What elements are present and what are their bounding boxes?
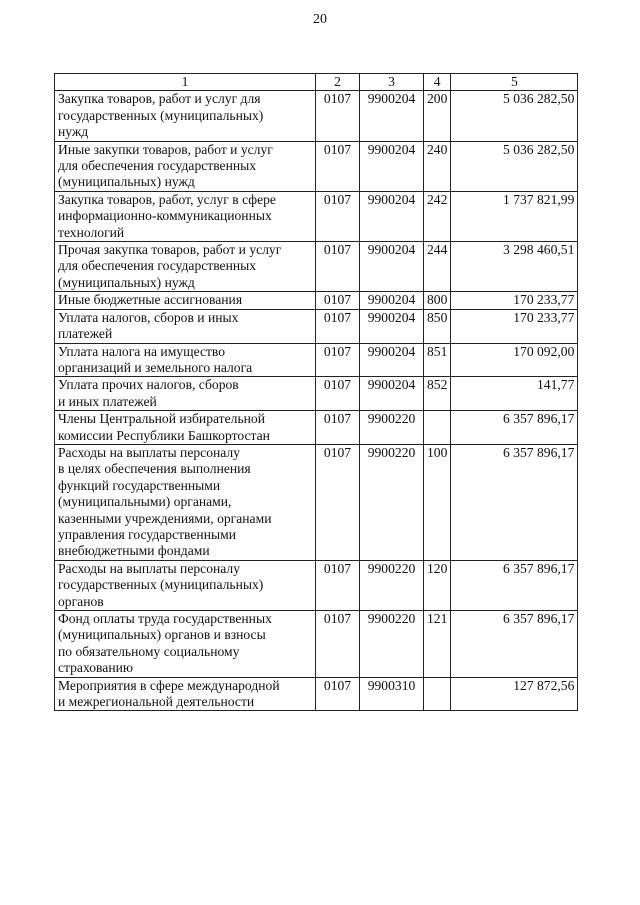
- row-article: 9900204: [360, 343, 424, 377]
- row-section: 0107: [316, 560, 360, 610]
- row-type: 120: [424, 560, 451, 610]
- row-article: 9900204: [360, 292, 424, 309]
- row-amount: 127 872,56: [451, 677, 578, 711]
- row-section: 0107: [316, 141, 360, 191]
- table-row: [55, 292, 578, 309]
- table-row: [55, 411, 578, 445]
- column-header: 5: [451, 74, 578, 91]
- row-type: 242: [424, 191, 451, 241]
- row-type: 100: [424, 444, 451, 560]
- row-section: 0107: [316, 91, 360, 141]
- row-article: 9900204: [360, 141, 424, 191]
- table-row: [55, 444, 578, 560]
- row-amount: 1 737 821,99: [451, 191, 578, 241]
- row-name: Члены Центральной избирательной комиссии Республики Башкортостан: [55, 411, 316, 445]
- row-article: 9900220: [360, 411, 424, 445]
- row-article: 9900220: [360, 444, 424, 560]
- table-row: [55, 141, 578, 191]
- row-name: Иные закупки товаров, работ и услуг для обеспечения государственных (муниципальных) нужд: [55, 141, 316, 191]
- row-name: Иные бюджетные ассигнования: [55, 292, 316, 309]
- row-type: 852: [424, 377, 451, 411]
- row-name: Закупка товаров, работ, услуг в сфере информационно-коммуникационных технологий: [55, 191, 316, 241]
- column-header: 3: [360, 74, 424, 91]
- table-row: [55, 191, 578, 241]
- row-amount: 6 357 896,17: [451, 411, 578, 445]
- row-amount: 170 233,77: [451, 309, 578, 343]
- row-name: Расходы на выплаты персоналу государственных (муниципальных) органов: [55, 560, 316, 610]
- row-name: Мероприятия в сфере международной и межрегиональной деятельности: [55, 677, 316, 711]
- row-type: [424, 411, 451, 445]
- row-type: 244: [424, 242, 451, 292]
- row-type: 240: [424, 141, 451, 191]
- row-name: Прочая закупка товаров, работ и услуг для обеспечения государственных (муниципальных) нужд: [55, 242, 316, 292]
- table-row: [55, 377, 578, 411]
- row-section: 0107: [316, 411, 360, 445]
- row-type: [424, 677, 451, 711]
- row-article: 9900310: [360, 677, 424, 711]
- row-section: 0107: [316, 309, 360, 343]
- row-name: Фонд оплаты труда государственных (муниципальных) органов и взносы по обязательному социальному страхованию: [55, 611, 316, 678]
- row-section: 0107: [316, 377, 360, 411]
- table-row: [55, 91, 578, 141]
- row-amount: 5 036 282,50: [451, 141, 578, 191]
- row-amount: 5 036 282,50: [451, 91, 578, 141]
- row-amount: 170 092,00: [451, 343, 578, 377]
- row-name: Расходы на выплаты персоналу в целях обеспечения выполнения функций государственными (муниципальными) органами, казенными учреждениями, органами управления государственными внебюджетными фондами: [55, 444, 316, 560]
- row-name: Закупка товаров, работ и услуг для государственных (муниципальных) нужд: [55, 91, 316, 141]
- row-type: 800: [424, 292, 451, 309]
- row-type: 850: [424, 309, 451, 343]
- row-article: 9900204: [360, 91, 424, 141]
- row-type: 200: [424, 91, 451, 141]
- row-name: Уплата налога на имущество организаций и земельного налога: [55, 343, 316, 377]
- row-name: Уплата налогов, сборов и иных платежей: [55, 309, 316, 343]
- row-amount: 141,77: [451, 377, 578, 411]
- table-row: [55, 309, 578, 343]
- row-amount: 6 357 896,17: [451, 611, 578, 678]
- column-header: 1: [55, 74, 316, 91]
- row-section: 0107: [316, 242, 360, 292]
- table-row: [55, 611, 578, 678]
- row-type: 121: [424, 611, 451, 678]
- row-amount: 3 298 460,51: [451, 242, 578, 292]
- row-article: 9900204: [360, 377, 424, 411]
- row-article: 9900204: [360, 242, 424, 292]
- table-row: [55, 343, 578, 377]
- row-amount: 6 357 896,17: [451, 444, 578, 560]
- row-article: 9900204: [360, 191, 424, 241]
- row-section: 0107: [316, 611, 360, 678]
- row-section: 0107: [316, 444, 360, 560]
- row-article: 9900204: [360, 309, 424, 343]
- row-article: 9900220: [360, 560, 424, 610]
- row-type: 851: [424, 343, 451, 377]
- row-section: 0107: [316, 191, 360, 241]
- page-number: 20: [313, 12, 327, 27]
- row-section: 0107: [316, 677, 360, 711]
- row-amount: 6 357 896,17: [451, 560, 578, 610]
- row-amount: 170 233,77: [451, 292, 578, 309]
- row-article: 9900220: [360, 611, 424, 678]
- row-section: 0107: [316, 343, 360, 377]
- table-row: [55, 242, 578, 292]
- column-header: 2: [316, 74, 360, 91]
- budget-table: [54, 73, 578, 711]
- row-section: 0107: [316, 292, 360, 309]
- table-header-row: [55, 74, 578, 91]
- row-name: Уплата прочих налогов, сборов и иных платежей: [55, 377, 316, 411]
- table-row: [55, 677, 578, 711]
- table-row: [55, 560, 578, 610]
- column-header: 4: [424, 74, 451, 91]
